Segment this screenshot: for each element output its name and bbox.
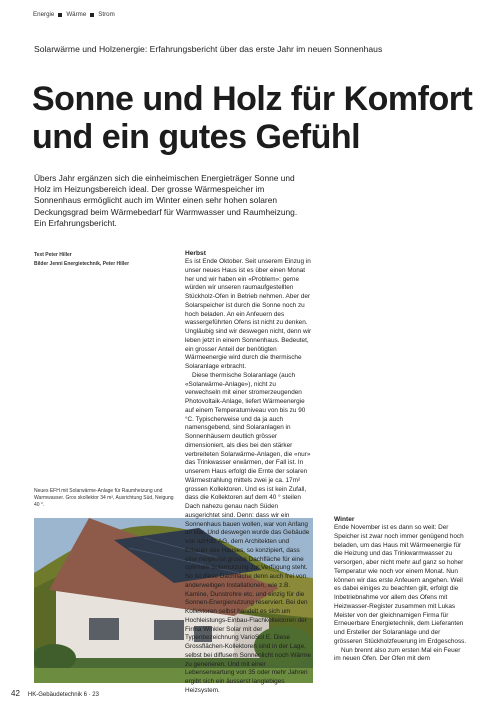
herbst-paragraph-2: Diese thermische Solaranlage (auch «Solarwärme-Anlage»), nicht zu verwechseln mit einer stromerzeugenden Photovoltaik-Anlage, liefert Wärmeenergie auf einem Temperaturniveau von bis zu 90 °C. Typischerweise und da ja auch namensgebend, sind Solaranlagen in Sonnenhäusern deutlich grösser dimensioniert, als dies bei den stärker verbreiteten Solarwärme-Anlagen, die «nur» das Trinkwasser erwärmen, der Fall ist. In unserem Haus erfolgt die Ernte der solaren Wärmestrahlung mittels zwei je ca. 17m² grossen Kollektoren. Und es ist kein Zufall, dass die Kollektoren auf dem 40 ° steilen Dach nahezu genau nach Süden ausgerichtet sind. Denn: dass wir ein Sonnenhaus bauen wollen, war von Anfang an klar. Und deswegen wurde das Gebäude von azHolz AG, dem Architekten und Erbauer des Hauses, so konzipiert, dass eine möglichst grosse Dachfläche für eine optimale Solarnutzung zur Verfügung steht. So ist diese Dachfläche denn auch frei von anderweitigen Installationen, wie z.B. Kamine, Dunstrohre etc. und einzig für die Sonnen-Energienutzung reserviert. Bei den Kollektoren selbst handelt es sich um Hochleistungs-Einbau-Flachkollektoren der Firma Winkler Solar mit der Typenbezeichnung VarioSol E. Diese Grossflächen-Kollektoren sind in der Lage, selbst bei diffusem Sonnenlicht noch Wärme zu generieren. Und mit einer Lebenserwartung von 35 oder mehr Jahren ergibt sich ein äusserst langlebiges Heizsystem. <box>185 371 311 694</box>
article-lead: Übers Jahr ergänzen sich die einheimischen Energieträger Sonne und Holz im Heizungsbereich ideal. Der grosse Wärmespeicher im Sonnenhaus ermöglicht auch im Winter einen sehr hohen solaren Deckungsgrad beim Wärmebedarf für Warmwasser und Raumheizung. Ein Erfahrungsbericht. <box>34 173 298 228</box>
herbst-paragraph-1: Es ist Ende Oktober. Seit unserem Einzug in unser neues Haus ist es über einen Monat her und wir haben ein «Problem»: gerne würden wir unseren raumaufgestellten Stückholz-Ofen in Betrieb nehmen. Aber der Solarspeicher ist durch die Sonne noch zu hoch beladen. An ein Anfeuern des wassergeführten Ofens ist nicht zu denken. Ungläubig sind wir deswegen nicht, denn wir leben jetzt in einem Sonnenhaus. Bedeutet, ein grosser Anteil der benötigten Wärmeenergie wird durch die thermische Solaranlage erbracht. <box>185 258 312 370</box>
article-column-3 <box>334 249 467 664</box>
nav-item-energie[interactable]: Energie <box>33 11 55 18</box>
credit-text: Text Peter Hiller <box>34 252 72 258</box>
winter-paragraph-2: Nun brennt also zum ersten Mal ein Feuer im neuen Ofen. Der Ofen mit dem <box>334 646 461 663</box>
headline-line-2: und ein gutes Gefühl <box>32 118 361 156</box>
section-heading-herbst: Herbst <box>185 250 206 257</box>
section-nav <box>33 11 115 18</box>
article-column-2 <box>185 249 313 696</box>
bullet-square-icon <box>90 13 94 17</box>
photo-caption: Neues EFH mit Solarwärme-Anlage für Raumheizung und Warmwasser. Gros skollektor 34 m², Ausrichtung Süd, Neigung 40 °. <box>34 488 174 508</box>
nav-item-waerme[interactable]: Wärme <box>66 11 87 18</box>
article-credits <box>34 251 129 269</box>
publication-name: HK-Gebäudetechnik 6 · 23 <box>27 692 99 698</box>
headline-line-1: Sonne und Holz für Komfort <box>32 80 473 118</box>
page-number: 42 <box>11 689 20 698</box>
nav-item-strom[interactable]: Strom <box>98 11 115 18</box>
article-kicker: Solarwärme und Holzenergie: Erfahrungsbericht über das erste Jahr im neuen Sonnenhaus <box>34 44 383 54</box>
winter-paragraph-1: Ende November ist es dann so weit: Der Speicher ist zwar noch immer genügend hoch beladen, um das Haus mit Wärmeenergie für die Heizung und das Trinkwarmwasser zu versorgen, aber nicht mehr auf ganz so hoher Temperatur wie noch vor einem Monat. Nun können wir das erste Anfeuern angehen. Weil es dabei einiges zu beachten gilt, erfolgt die Inbetriebnahme vor allem des Ofens mit Heizwasser-Register zusammen mit Lukas Meister von der gleichnamigen Firma für Erneuerbare Energietechnik, dem Lieferanten und Ersteller der Solaranlage und der grösseren Stückholzfeuerung im Erdgeschoss. <box>334 524 467 645</box>
section-heading-winter: Winter <box>334 516 355 523</box>
page-footer <box>11 689 99 698</box>
column-3-continuation-spacer <box>334 249 467 515</box>
bullet-square-icon <box>58 13 62 17</box>
credit-images: Bilder Jenni Energietechnik, Peter Hiller <box>34 261 130 267</box>
article-headline <box>32 80 482 156</box>
